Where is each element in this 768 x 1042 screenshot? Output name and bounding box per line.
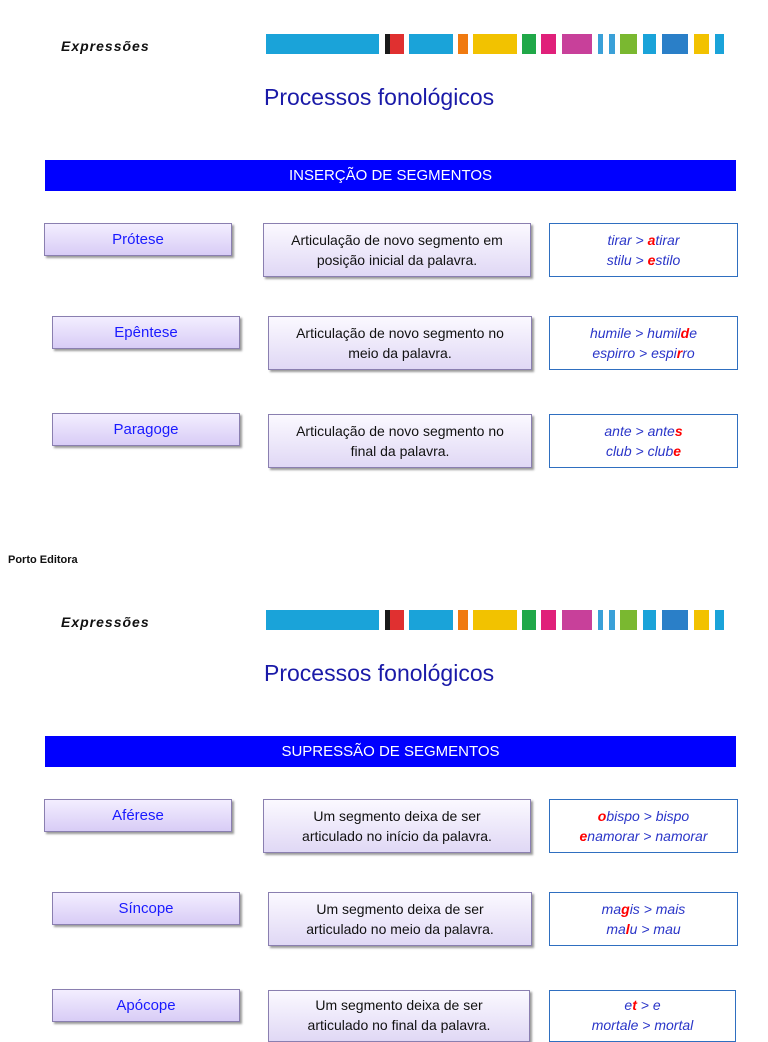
example-highlight: l [625,921,630,937]
description-apocope [268,990,530,1042]
term-sincope [52,892,240,925]
stripe-segment [458,34,467,54]
example-text: stilu > [606,252,648,268]
description-line: Um segmento deixa de ser [315,997,483,1013]
term-protese [44,223,232,256]
example-text: > e [636,997,661,1013]
stripe-segment [662,34,688,54]
term-apocope [52,989,240,1022]
publisher-footer: Porto Editora [8,554,78,566]
stripe-segment [458,610,467,630]
example-line [592,1015,694,1035]
example-line [604,421,682,441]
example-highlight: d [680,325,690,341]
example-highlight: e [647,252,656,268]
stripe-segment [385,34,404,54]
description-line: articulado no meio da palavra. [306,921,494,937]
examples-epentese [549,316,738,370]
description-sincope [268,892,532,946]
description-line: posição inicial da palavra. [316,252,478,268]
term-label: Aférese [112,807,164,824]
stripe-segment [562,610,592,630]
term-label: Paragoge [113,421,179,438]
example-highlight: g [621,901,630,917]
stripe-segment [694,34,709,54]
description-line: Articulação de novo segmento no [296,325,504,341]
description-aferese [263,799,531,853]
stripe-segment [643,34,656,54]
stripe-segment [643,610,656,630]
term-aferese [44,799,232,832]
stripe-segment [522,610,535,630]
example-line [579,826,707,846]
stripe-segment [541,34,556,54]
stripe-segment [715,34,724,54]
example-line [624,995,660,1015]
example-text: tirar [655,232,680,248]
color-stripe [266,34,724,54]
page-title: Processos fonológicos [264,84,495,110]
example-text: ma [606,921,626,937]
example-highlight: t [632,997,637,1013]
stripe-segment [620,610,637,630]
example-highlight: e [673,443,682,459]
example-text: u > mau [629,921,681,937]
example-highlight: a [647,232,656,248]
example-line [606,919,680,939]
stripe-segment [385,610,404,630]
stripe-segment [266,610,379,630]
stripe-segment [562,34,592,54]
examples-sincope [549,892,738,946]
description-line: meio da palavra. [348,345,452,361]
stripe-segment [266,34,379,54]
example-text: tirar > [607,232,648,248]
term-label: Prótese [112,231,164,248]
examples-apocope [549,990,736,1042]
section-banner-supressao: SUPRESSÃO DE SEGMENTOS [45,736,736,767]
example-text: bispo > bispo [606,808,690,824]
stripe-segment [541,610,556,630]
stripe-segment [715,610,724,630]
brand-label: Expressões [61,614,150,630]
stripe-segment [662,610,688,630]
example-text: club > club [605,443,674,459]
description-line: final da palavra. [350,443,450,459]
example-text: mortale > mortal [591,1017,694,1033]
example-text: ma [601,901,622,917]
term-label: Apócope [116,997,176,1014]
description-protese [263,223,531,277]
description-line: Um segmento deixa de ser [316,901,484,917]
example-line [608,230,680,250]
stripe-segment [694,610,709,630]
page-title: Processos fonológicos [264,660,495,686]
example-line [592,343,694,363]
stripe-segment [620,34,637,54]
description-line: articulado no final da palavra. [307,1017,491,1033]
example-highlight: r [676,345,683,361]
stripe-segment [409,610,452,630]
example-text: ro [682,345,695,361]
description-paragoge [268,414,532,468]
section-banner-insercao: INSERÇÃO DE SEGMENTOS [45,160,736,191]
color-stripe [266,610,724,630]
term-paragoge [52,413,240,446]
example-line [598,806,689,826]
examples-aferese [549,799,738,853]
stripe-segment [409,34,452,54]
example-text: stilo [655,252,681,268]
example-highlight: o [597,808,607,824]
term-label: Epêntese [114,324,178,341]
examples-paragoge [549,414,738,468]
example-line [590,323,697,343]
example-line [602,899,686,919]
description-line: Articulação de novo segmento no [296,423,504,439]
term-label: Síncope [118,900,174,917]
example-text: ante > ante [604,423,675,439]
example-line [606,441,681,461]
example-highlight: s [674,423,683,439]
stripe-segment [473,610,516,630]
example-text: namorar > namorar [587,828,708,844]
example-text: espirro > espi [592,345,677,361]
term-epentese [52,316,240,349]
example-text: e [689,325,697,341]
stripe-segment [473,34,516,54]
stripe-segment [522,34,535,54]
description-line: articulado no início da palavra. [302,828,492,844]
description-line: Articulação de novo segmento em [291,232,503,248]
example-line [607,250,681,270]
description-line: Um segmento deixa de ser [313,808,481,824]
examples-protese [549,223,738,277]
example-text: humile > humil [589,325,681,341]
brand-label: Expressões [61,38,150,54]
description-epentese [268,316,532,370]
example-highlight: e [579,828,588,844]
example-text: e [624,997,633,1013]
example-text: is > mais [629,901,686,917]
